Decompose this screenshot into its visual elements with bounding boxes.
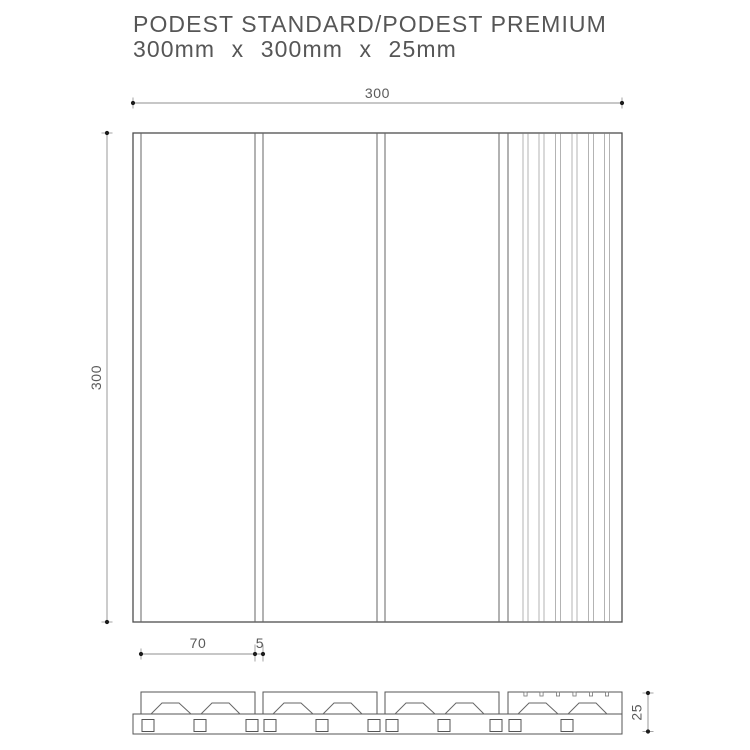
base-cutout xyxy=(368,720,380,732)
dimension-dot xyxy=(261,652,265,656)
dim-depth-label: 300 xyxy=(88,364,104,391)
base-cutout xyxy=(438,720,450,732)
base-cutout xyxy=(509,720,521,732)
dimension-dot xyxy=(105,620,109,624)
dim-overall-depth xyxy=(88,131,113,624)
base-cutout xyxy=(194,720,206,732)
groove-notch xyxy=(589,692,592,696)
dimension-dot xyxy=(105,131,109,135)
dimension-dot xyxy=(131,101,135,105)
chamber-trapezoid xyxy=(395,703,435,714)
section-base-cutouts xyxy=(142,720,573,732)
dim-plank-width-label: 70 xyxy=(189,635,207,651)
section-plank xyxy=(141,692,255,714)
groove-notch xyxy=(573,692,576,696)
dimension-dot xyxy=(139,652,143,656)
groove-notch xyxy=(540,692,543,696)
base-cutout xyxy=(316,720,328,732)
chamber-trapezoid xyxy=(445,703,484,714)
dim-overall-width xyxy=(131,85,624,109)
dim-thickness xyxy=(629,691,654,734)
base-cutout xyxy=(386,720,398,732)
chamber-trapezoid xyxy=(201,703,240,714)
dim-width-label: 300 xyxy=(364,85,391,101)
base-cutout xyxy=(142,720,154,732)
groove-notch xyxy=(556,692,559,696)
chamber-trapezoid xyxy=(518,703,558,714)
section-plank xyxy=(263,692,377,714)
groove-notch xyxy=(524,692,527,696)
chamber-trapezoid xyxy=(151,703,191,714)
section-plank xyxy=(385,692,499,714)
section-chambers xyxy=(151,703,607,714)
product-title: PODEST STANDARD/PODEST PREMIUM xyxy=(133,11,607,37)
section-plank xyxy=(508,692,622,714)
product-dimensions-subtitle: 300mm x 300mm x 25mm xyxy=(133,36,457,62)
dim-thickness-label: 25 xyxy=(628,703,645,721)
dim-plank-and-gap xyxy=(139,635,265,662)
base-cutout xyxy=(264,720,276,732)
base-cutout xyxy=(490,720,502,732)
groove-notch xyxy=(605,692,608,696)
dimension-dot xyxy=(646,691,650,695)
premium-groove-lines xyxy=(523,134,610,622)
section-view xyxy=(133,692,622,734)
section-groove-notches xyxy=(524,692,609,696)
dimension-dot xyxy=(620,101,624,105)
dimension-dot xyxy=(253,652,257,656)
dimension-dot xyxy=(646,729,650,733)
base-cutout xyxy=(246,720,258,732)
base-cutout xyxy=(561,720,573,732)
top-view xyxy=(133,133,622,622)
chamber-trapezoid xyxy=(568,703,607,714)
chamber-trapezoid xyxy=(323,703,362,714)
chamber-trapezoid xyxy=(273,703,313,714)
dim-gap-label: 5 xyxy=(255,635,265,651)
